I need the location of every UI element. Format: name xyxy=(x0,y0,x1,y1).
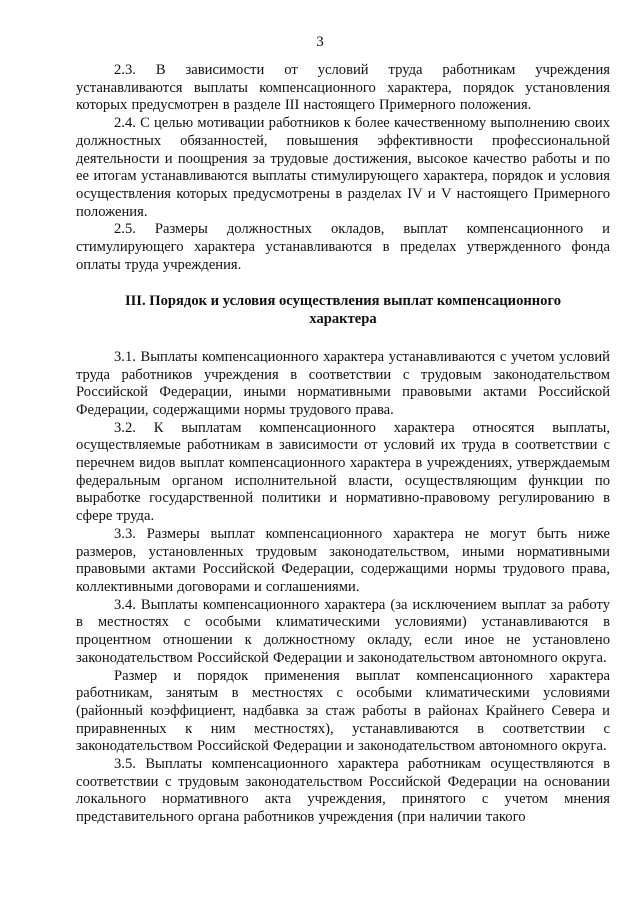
paragraph-2-3: 2.3. В зависимости от условий труда работникам учреждения устанавливаются выплаты компенсационного характера, порядок установления которых предусмотрен в разделе III настоящего Примерного положения. xyxy=(76,62,610,114)
section-heading: III. Порядок и условия осуществления выплат компенсационного характера xyxy=(124,293,562,328)
paragraph-2-5: 2.5. Размеры должностных окладов, выплат компенсационного и стимулирующего характера устанавливаются в пределах утвержденного фонда оплаты труда учреждения. xyxy=(76,221,610,273)
paragraph-3-4-continued: Размер и порядок применения выплат компенсационного характера работникам, занятым в местностях с особыми климатическими условиями (районный коэффициент, надбавка за стаж работы в районах Крайнего Севера и приравненных к ним местностях), устанавливаются в соответствии с законодательством Российской Федерации и законодательством автономного округа. xyxy=(76,667,610,755)
paragraph-3-4: 3.4. Выплаты компенсационного характера (за исключением выплат за работу в местностях с особыми климатическими условиями) устанавливаются в процентном отношении к должностному окладу, если иное не установлено законодательством Российской Федерации и законодательством автономного округа. xyxy=(76,596,610,666)
paragraph-2-4: 2.4. С целью мотивации работников к более качественному выполнению своих должностных обязанностей, повышения эффективности профессиональной деятельности и поощрения за трудовые достижения, высокое качество работы и по ее итогам устанавливаются выплаты стимулирующего характера, порядок и условия осуществления которых предусмотрены в разделах IV и V настоящего Примерного положения. xyxy=(76,115,610,220)
paragraph-3-5: 3.5. Выплаты компенсационного характера работникам осуществляются в соответствии с трудовым законодательством Российской Федерации на основании локального нормативного акта учреждения, принятого с учетом мнения представительного органа работников учреждения (при наличии такого xyxy=(76,756,610,826)
paragraph-3-3: 3.3. Размеры выплат компенсационного характера не могут быть ниже размеров, установленных трудовым законодательством, иными нормативными правовыми актами Российской Федерации, содержащими нормы трудового права, коллективными договорами и соглашениями. xyxy=(76,525,610,595)
page-number: 3 xyxy=(316,34,324,50)
document-body xyxy=(76,62,610,827)
paragraph-3-1: 3.1. Выплаты компенсационного характера устанавливаются с учетом условий труда работников учреждения в соответствии с трудовым законодательством Российской Федерации, иными нормативными правовыми актами Российской Федерации, содержащими нормы трудового права. xyxy=(76,348,610,418)
paragraph-3-2: 3.2. К выплатам компенсационного характера относятся выплаты, осуществляемые работникам в зависимости от условий их труда в соответствии с перечнем видов выплат компенсационного характера в учреждениях, утверждаемым федеральным органом исполнительной власти, осуществляющим функции по выработке государственной политики и нормативно-правовому регулированию в сфере труда. xyxy=(76,419,610,525)
